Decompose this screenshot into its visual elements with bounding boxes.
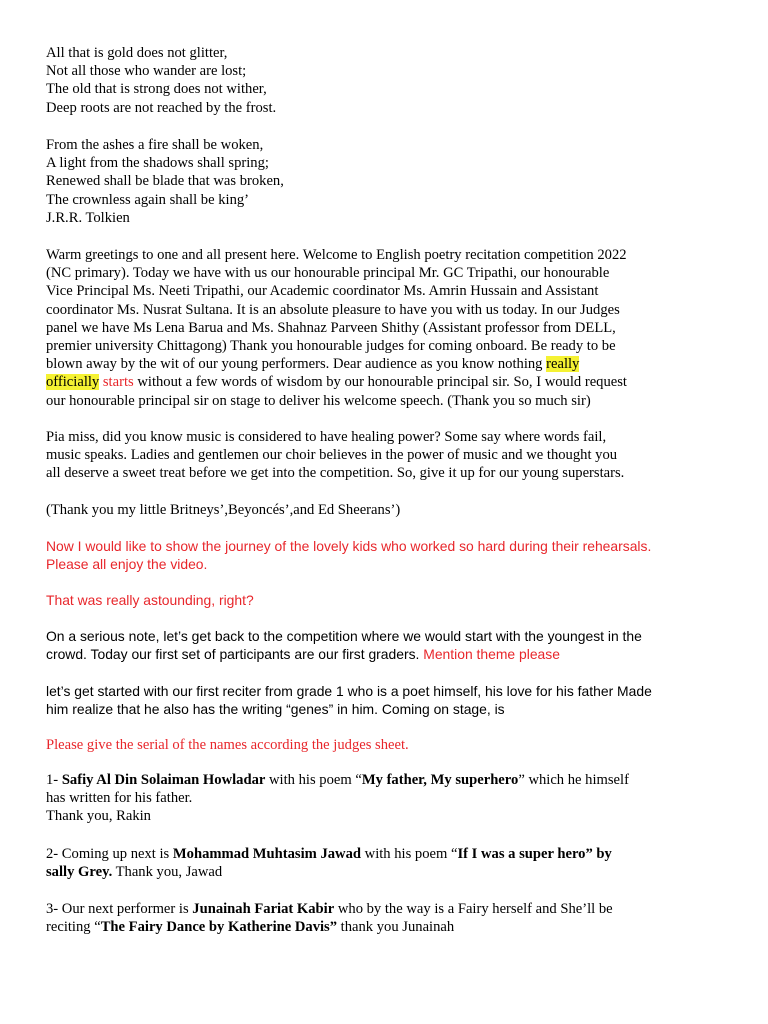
poem-title: The Fairy Dance by Katherine Davis” xyxy=(100,919,338,936)
text-segment: thank you Junainah xyxy=(337,919,455,936)
poem-title: If I was a super hero” by xyxy=(457,846,612,862)
poem-line: All that is gold does not glitter, xyxy=(46,45,228,61)
text-line xyxy=(46,645,736,663)
text-segment: without a few words of wisdom by our honourable principal sir. So, I would request xyxy=(133,374,627,391)
text-line: Pia miss, did you know music is considered to have healing power? Some say where words fail, xyxy=(46,429,607,445)
text-segment: crowd. Today our first set of participants are our first graders. xyxy=(46,646,424,663)
text-line: Please all enjoy the video. xyxy=(46,556,208,573)
poem-line: Deep roots are not reached by the frost. xyxy=(46,99,277,116)
text-line: has written for his father. xyxy=(46,790,193,807)
participant-1 xyxy=(46,771,736,826)
text-line: panel we have Ms Lena Barua and Ms. Shahnaz Parveen Shithy (Assistant professor from DELL, xyxy=(46,319,616,336)
text-segment: Thank you, Jawad xyxy=(112,864,223,881)
text-line: coordinator Ms. Nusrat Sultana. It is an absolute pleasure to have you with us today. In our Judges xyxy=(46,301,620,318)
poem-line: The old that is strong does not wither, xyxy=(46,81,267,98)
text-line xyxy=(46,845,736,863)
music-paragraph xyxy=(46,428,736,483)
text-line: Now I would like to show the journey of the lovely kids who worked so hard during their rehearsals. xyxy=(46,538,652,554)
text-line: Vice Principal Ms. Neeti Tripathi, our Academic coordinator Ms. Amrin Hussain and Assistant xyxy=(46,283,599,300)
text-line: Thank you, Rakin xyxy=(46,808,151,825)
text-line: him realize that he also has the writing “genes” in him. Coming on stage, is xyxy=(46,701,505,718)
text-line: our honourable principal sir on stage to deliver his welcome speech. (Thank you so much sir) xyxy=(46,392,591,409)
red-text: Mention theme please xyxy=(423,646,560,663)
text-segment: with his poem “ xyxy=(265,772,362,788)
poem-author: J.R.R. Tolkien xyxy=(46,209,130,226)
text-line xyxy=(46,373,736,391)
participant-3 xyxy=(46,900,736,936)
text-segment: with his poem “ xyxy=(361,846,458,862)
text-line: all deserve a sweet treat before we get into the competition. So, give it up for our young superstars. xyxy=(46,465,625,482)
poem-line: From the ashes a fire shall be woken, xyxy=(46,137,264,153)
thanks-paragraph xyxy=(46,501,736,519)
video-note xyxy=(46,537,736,573)
text-line xyxy=(46,918,736,936)
text-line xyxy=(46,355,736,373)
poem-stanza-2 xyxy=(46,136,736,227)
text-line: Warm greetings to one and all present here. Welcome to English poetry recitation competition 2022 xyxy=(46,247,627,263)
poem-line: A light from the shadows shall spring; xyxy=(46,155,269,172)
red-text: starts xyxy=(99,374,134,391)
poem-title: My father, My superhero xyxy=(361,772,519,788)
text-segment: reciting “ xyxy=(46,919,101,936)
serial-note xyxy=(46,736,736,754)
text-segment: 2- Coming up next is xyxy=(46,846,173,862)
serious-paragraph xyxy=(46,627,736,663)
participant-name: Junainah Fariat Kabir xyxy=(192,901,335,917)
text-line: That was really astounding, right? xyxy=(46,592,254,608)
first-reciter-paragraph xyxy=(46,682,736,718)
text-line: (Thank you my little Britneys’,Beyoncés’,and Ed Sheerans’) xyxy=(46,502,401,518)
text-line xyxy=(46,863,736,881)
text-segment: blown away by the wit of our young performers. Dear audience as you know nothing xyxy=(46,356,547,373)
text-line: (NC primary). Today we have with us our honourable principal Mr. GC Tripathi, our honourable xyxy=(46,265,610,282)
poem-line: Not all those who wander are lost; xyxy=(46,63,247,80)
text-line: On a serious note, let’s get back to the competition where we would start with the youngest in the xyxy=(46,628,642,644)
astounding-note xyxy=(46,591,736,609)
highlighted-text: officially xyxy=(46,374,100,391)
text-segment: 3- Our next performer is xyxy=(46,901,193,917)
text-line: let’s get started with our first reciter from grade 1 who is a poet himself, his love for his father Made xyxy=(46,683,652,699)
highlighted-text: really xyxy=(546,356,580,373)
text-line: Please give the serial of the names according the judges sheet. xyxy=(46,737,409,753)
poem-stanza-1 xyxy=(46,44,736,117)
text-line: premier university Chittagong) Thank you honourable judges for coming onboard. Be ready to be xyxy=(46,338,616,355)
poem-line: Renewed shall be blade that was broken, xyxy=(46,173,284,190)
participant-name: Safiy Al Din Solaiman Howladar xyxy=(61,772,266,788)
text-segment: 1- xyxy=(46,772,62,788)
text-segment: who by the way is a Fairy herself and She’ll be xyxy=(334,901,613,917)
text-line: music speaks. Ladies and gentlemen our choir believes in the power of music and we thought you xyxy=(46,447,618,464)
participant-2 xyxy=(46,845,736,881)
participant-name: Mohammad Muhtasim Jawad xyxy=(172,846,361,862)
greeting-paragraph xyxy=(46,246,736,410)
text-segment: ” which he himself xyxy=(518,772,629,788)
text-line xyxy=(46,771,736,789)
text-line xyxy=(46,900,736,918)
poem-line: The crownless again shall be king’ xyxy=(46,191,250,208)
poem-author: sally Grey. xyxy=(46,864,113,881)
